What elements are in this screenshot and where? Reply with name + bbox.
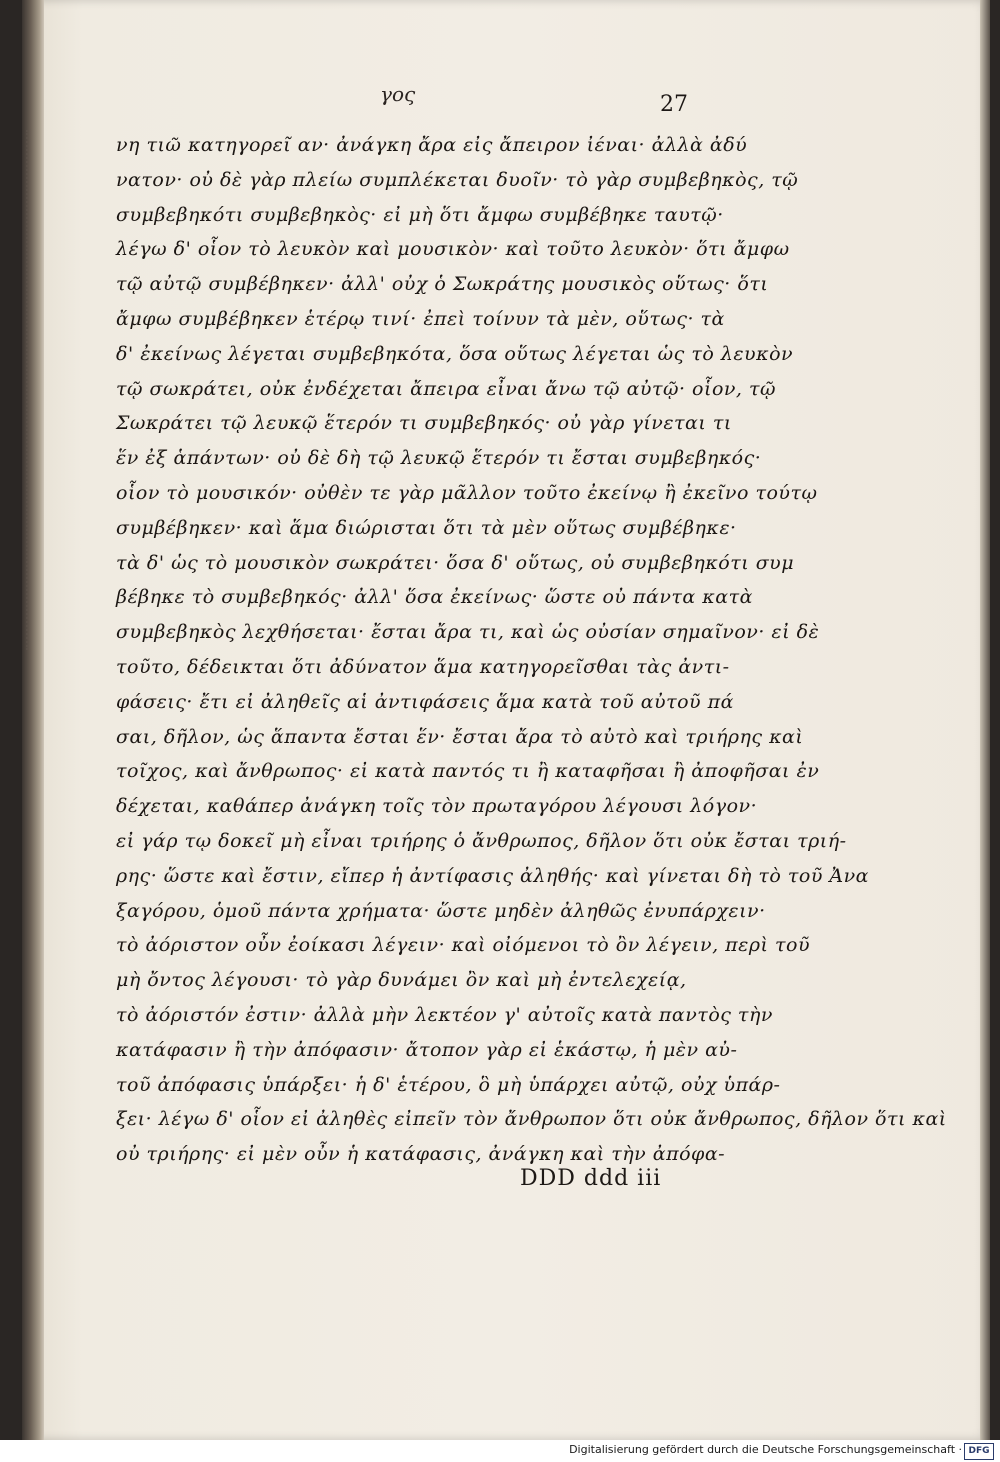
- text-line: τὰ δ' ὡς τὸ μουσικὸν σωκράτει· ὅσα δ' οὕτως, οὐ συμβεβηκότι συμ: [116, 551, 795, 574]
- text-line: συμβεβηκὸς λεχθήσεται· ἔσται ἄρα τι, καὶ ὡς οὐσίαν σημαῖνον· εἰ δὲ: [116, 621, 820, 644]
- text-line: ἕν ἐξ ἁπάντων· οὐ δὲ δὴ τῷ λευκῷ ἕτερόν τι ἔσται συμβεβηκός·: [116, 447, 762, 470]
- text-line: μὴ ὄντος λέγουσι· τὸ γὰρ δυνάμει ὂν καὶ μὴ ἐντελεχείᾳ,: [116, 969, 687, 992]
- text-line: εἰ γάρ τῳ δοκεῖ μὴ εἶναι τριήρης ὁ ἄνθρωπος, δῆλον ὅτι οὐκ ἔσται τριή-: [116, 829, 847, 852]
- text-line: φάσεις· ἔτι εἰ ἀληθεῖς αἱ ἀντιφάσεις ἅμα κατὰ τοῦ αὐτοῦ πά: [116, 690, 734, 713]
- text-line: τοῖχος, καὶ ἄνθρωπος· εἰ κατὰ παντός τι ἢ καταφῆσαι ἢ ἀποφῆσαι ἐν: [116, 760, 820, 783]
- text-line: τοῦ ἀπόφασις ὑπάρξει· ἡ δ' ἑτέρου, ὃ μὴ ὑπάρχει αὐτῷ, οὐχ ὑπάρ-: [116, 1073, 781, 1096]
- text-line: ξει· λέγω δ' οἷον εἰ ἀληθὲς εἰπεῖν τὸν ἄνθρωπον ὅτι οὐκ ἄνθρωπος, δῆλον ὅτι καὶ: [116, 1108, 947, 1131]
- text-line: συμβέβηκεν· καὶ ἅμα διώρισται ὅτι τὰ μὲν οὕτως συμβέβηκε·: [116, 516, 737, 539]
- text-line: νατον· οὐ δὲ γὰρ πλείω συμπλέκεται δυοῖν· τὸ γὰρ συμβεβηκὸς, τῷ: [116, 168, 799, 191]
- page-number: 27: [660, 92, 688, 117]
- text-line: τὸ ἀόριστόν ἐστιν· ἀλλὰ μὴν λεκτέον γ' αὐτοῖς κατὰ παντὸς τὴν: [116, 1003, 773, 1026]
- text-line: συμβεβηκότι συμβεβηκὸς· εἰ μὴ ὅτι ἄμφω συμβέβηκε ταυτῷ·: [116, 203, 724, 226]
- manuscript-heading: γος: [380, 82, 416, 106]
- greek-text-block: [116, 128, 947, 1172]
- dfg-logo: DFG: [964, 1443, 994, 1460]
- signature-mark: DDD ddd iii: [520, 1166, 662, 1191]
- text-line: δ' ἐκείνως λέγεται συμβεβηκότα, ὅσα οὕτως λέγεται ὡς τὸ λευκὸν: [116, 342, 794, 365]
- text-line: δέχεται, καθάπερ ἀνάγκη τοῖς τὸν πρωταγόρου λέγουσι λόγον·: [116, 795, 758, 818]
- text-line: λέγω δ' οἷον τὸ λευκὸν καὶ μουσικὸν· καὶ τοῦτο λευκὸν· ὅτι ἄμφω: [116, 238, 790, 261]
- funding-credit: Digitalisierung gefördert durch die Deutsche Forschungsgemeinschaft ·: [569, 1443, 962, 1456]
- text-line: σαι, δῆλον, ὡς ἅπαντα ἔσται ἕν· ἔσται ἄρα τὸ αὐτὸ καὶ τριήρης καὶ: [116, 725, 804, 748]
- text-line: τῷ σωκράτει, οὐκ ἐνδέχεται ἄπειρα εἶναι ἄνω τῷ αὐτῷ· οἷον, τῷ: [116, 377, 777, 400]
- text-line: οὐ τριήρης· εἰ μὲν οὖν ἡ κατάφασις, ἀνάγκη καὶ τὴν ἀπόφα-: [116, 1143, 726, 1166]
- text-line: τοῦτο, δέδεικται ὅτι ἀδύνατον ἅμα κατηγορεῖσθαι τὰς ἀντι-: [116, 655, 730, 678]
- text-line: ἄμφω συμβέβηκεν ἑτέρῳ τινί· ἐπεὶ τοίνυν τὰ μὲν, οὕτως· τὰ: [116, 307, 725, 330]
- text-line: κατάφασιν ἢ τὴν ἀπόφασιν· ἄτοπον γὰρ εἰ ἑκάστῳ, ἡ μὲν αὐ-: [116, 1038, 738, 1061]
- page-edge: [980, 0, 990, 1440]
- text-line: ρης· ὥστε καὶ ἔστιν, εἴπερ ἡ ἀντίφασις ἀληθής· καὶ γίνεται δὴ τὸ τοῦ Ἀνα: [116, 864, 870, 887]
- spine-stitching: [26, 130, 38, 650]
- text-line: νη τιῶ κατηγορεῖ αν· ἀνάγκη ἄρα εἰς ἄπειρον ἰέναι· ἀλλὰ ἀδύ: [116, 134, 748, 156]
- text-line: ξαγόρου, ὁμοῦ πάντα χρήματα· ὥστε μηδὲν ἀληθῶς ἐνυπάρχειν·: [116, 899, 766, 922]
- text-line: τῷ αὐτῷ συμβέβηκεν· ἀλλ' οὐχ ὁ Σωκράτης μουσικὸς οὕτως· ὅτι: [116, 273, 769, 296]
- text-line: βέβηκε τὸ συμβεβηκός· ἀλλ' ὅσα ἐκείνως· ὥστε οὐ πάντα κατὰ: [116, 586, 753, 609]
- text-line: τὸ ἀόριστον οὖν ἐοίκασι λέγειν· καὶ οἰόμενοι τὸ ὂν λέγειν, περὶ τοῦ: [116, 934, 811, 957]
- text-line: οἷον τὸ μουσικόν· οὐθὲν τε γὰρ μᾶλλον τοῦτο ἐκείνῳ ἢ ἐκεῖνο τούτῳ: [116, 481, 818, 504]
- text-line: Σωκράτει τῷ λευκῷ ἕτερόν τι συμβεβηκός· οὐ γὰρ γίνεται τι: [116, 412, 732, 435]
